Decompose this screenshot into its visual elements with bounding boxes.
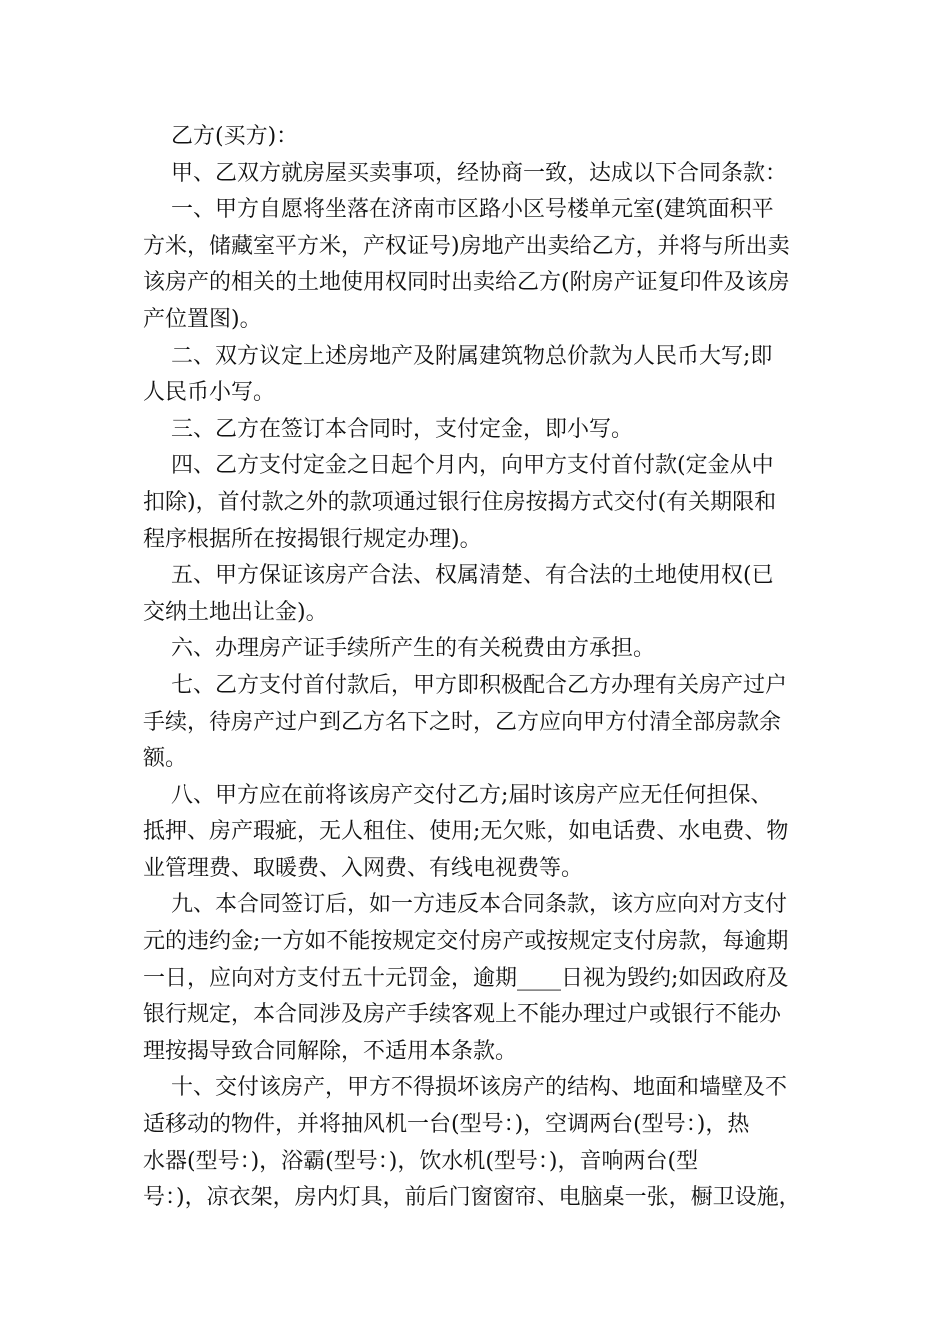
clause-9-line: 元的违约金;一方如不能按规定交付房产或按规定支付房款，每逾期 [143, 929, 789, 955]
clause-8-line: 业管理费、取暖费、入网费、有线电视费等。 [143, 855, 584, 881]
preamble-line: 甲、乙双方就房屋买卖事项，经协商一致，达成以下合同条款： [171, 160, 788, 186]
party-b-line: 乙方(买方)： [171, 124, 299, 149]
clause-6-line: 六、办理房产证手续所产生的有关税费由方承担。 [171, 636, 656, 662]
clause-9-line: 理按揭导致合同解除，不适用本条款。 [143, 1038, 518, 1064]
clause-9-line: 银行规定，本合同涉及房产手续客观上不能办理过户或银行不能办 [143, 1002, 782, 1028]
clause-3-line: 三、乙方在签订本合同时，支付定金，即小写。 [171, 416, 634, 442]
clause-9-line: 九、本合同签订后，如一方违反本合同条款，该方应向对方支付 [171, 892, 788, 918]
clause-9-line: 一日，应向对方支付五十元罚金，逾期____日视为毁约;如因政府及 [143, 965, 789, 991]
clause-2-line: 人民币小写。 [143, 380, 276, 406]
clause-10-line: 号：)，凉衣架，房内灯具，前后门窗窗帘、电脑桌一张，橱卫设施， [143, 1185, 801, 1211]
clause-1-line: 该房产的相关的土地使用权同时出卖给乙方(附房产证复印件及该房 [143, 270, 790, 296]
clause-5-line: 交纳土地出让金)。 [143, 599, 328, 625]
clause-2-line: 二、双方议定上述房地产及附属建筑物总价款为人民币大写;即 [171, 343, 773, 369]
clause-7-line: 七、乙方支付首付款后，甲方即积极配合乙方办理有关房产过户 [171, 672, 788, 698]
clause-7-line: 手续，待房产过户到乙方名下之时，乙方应向甲方付清全部房款余 [143, 709, 782, 735]
clause-10-line: 十、交付该房产，甲方不得损坏该房产的结构、地面和墙壁及不 [171, 1075, 788, 1101]
clause-10-line: 适移动的物件，并将抽风机一台(型号：)，空调两台(型号：)，热 [143, 1112, 750, 1138]
clause-1-line: 一、甲方自愿将坐落在济南市区路小区号楼单元室(建筑面积平 [171, 197, 774, 223]
contract-body [143, 119, 807, 1217]
clause-5-line: 五、甲方保证该房产合法、权属清楚、有合法的土地使用权(已 [171, 563, 774, 589]
clause-8-line: 八、甲方应在前将该房产交付乙方;届时该房产应无任何担保、 [171, 782, 773, 808]
clause-4-line: 程序根据所在按揭银行规定办理)。 [143, 526, 482, 552]
clause-7-line: 额。 [143, 746, 188, 772]
clause-10-line: 水器(型号：)，浴霸(型号：)，饮水机(型号：)，音响两台(型 [143, 1148, 699, 1174]
clause-1-line: 方米，储藏室平方米，产权证号)房地产出卖给乙方，并将与所出卖 [143, 233, 790, 259]
clause-1-line: 产位置图)。 [143, 306, 262, 332]
clause-4-line: 扣除)，首付款之外的款项通过银行住房按揭方式交付(有关期限和 [143, 489, 777, 515]
clause-4-line: 四、乙方支付定金之日起个月内，向甲方支付首付款(定金从中 [171, 453, 774, 479]
clause-8-line: 抵押、房产瑕疵，无人租住、使用;无欠账，如电话费、水电费、物 [143, 819, 789, 845]
